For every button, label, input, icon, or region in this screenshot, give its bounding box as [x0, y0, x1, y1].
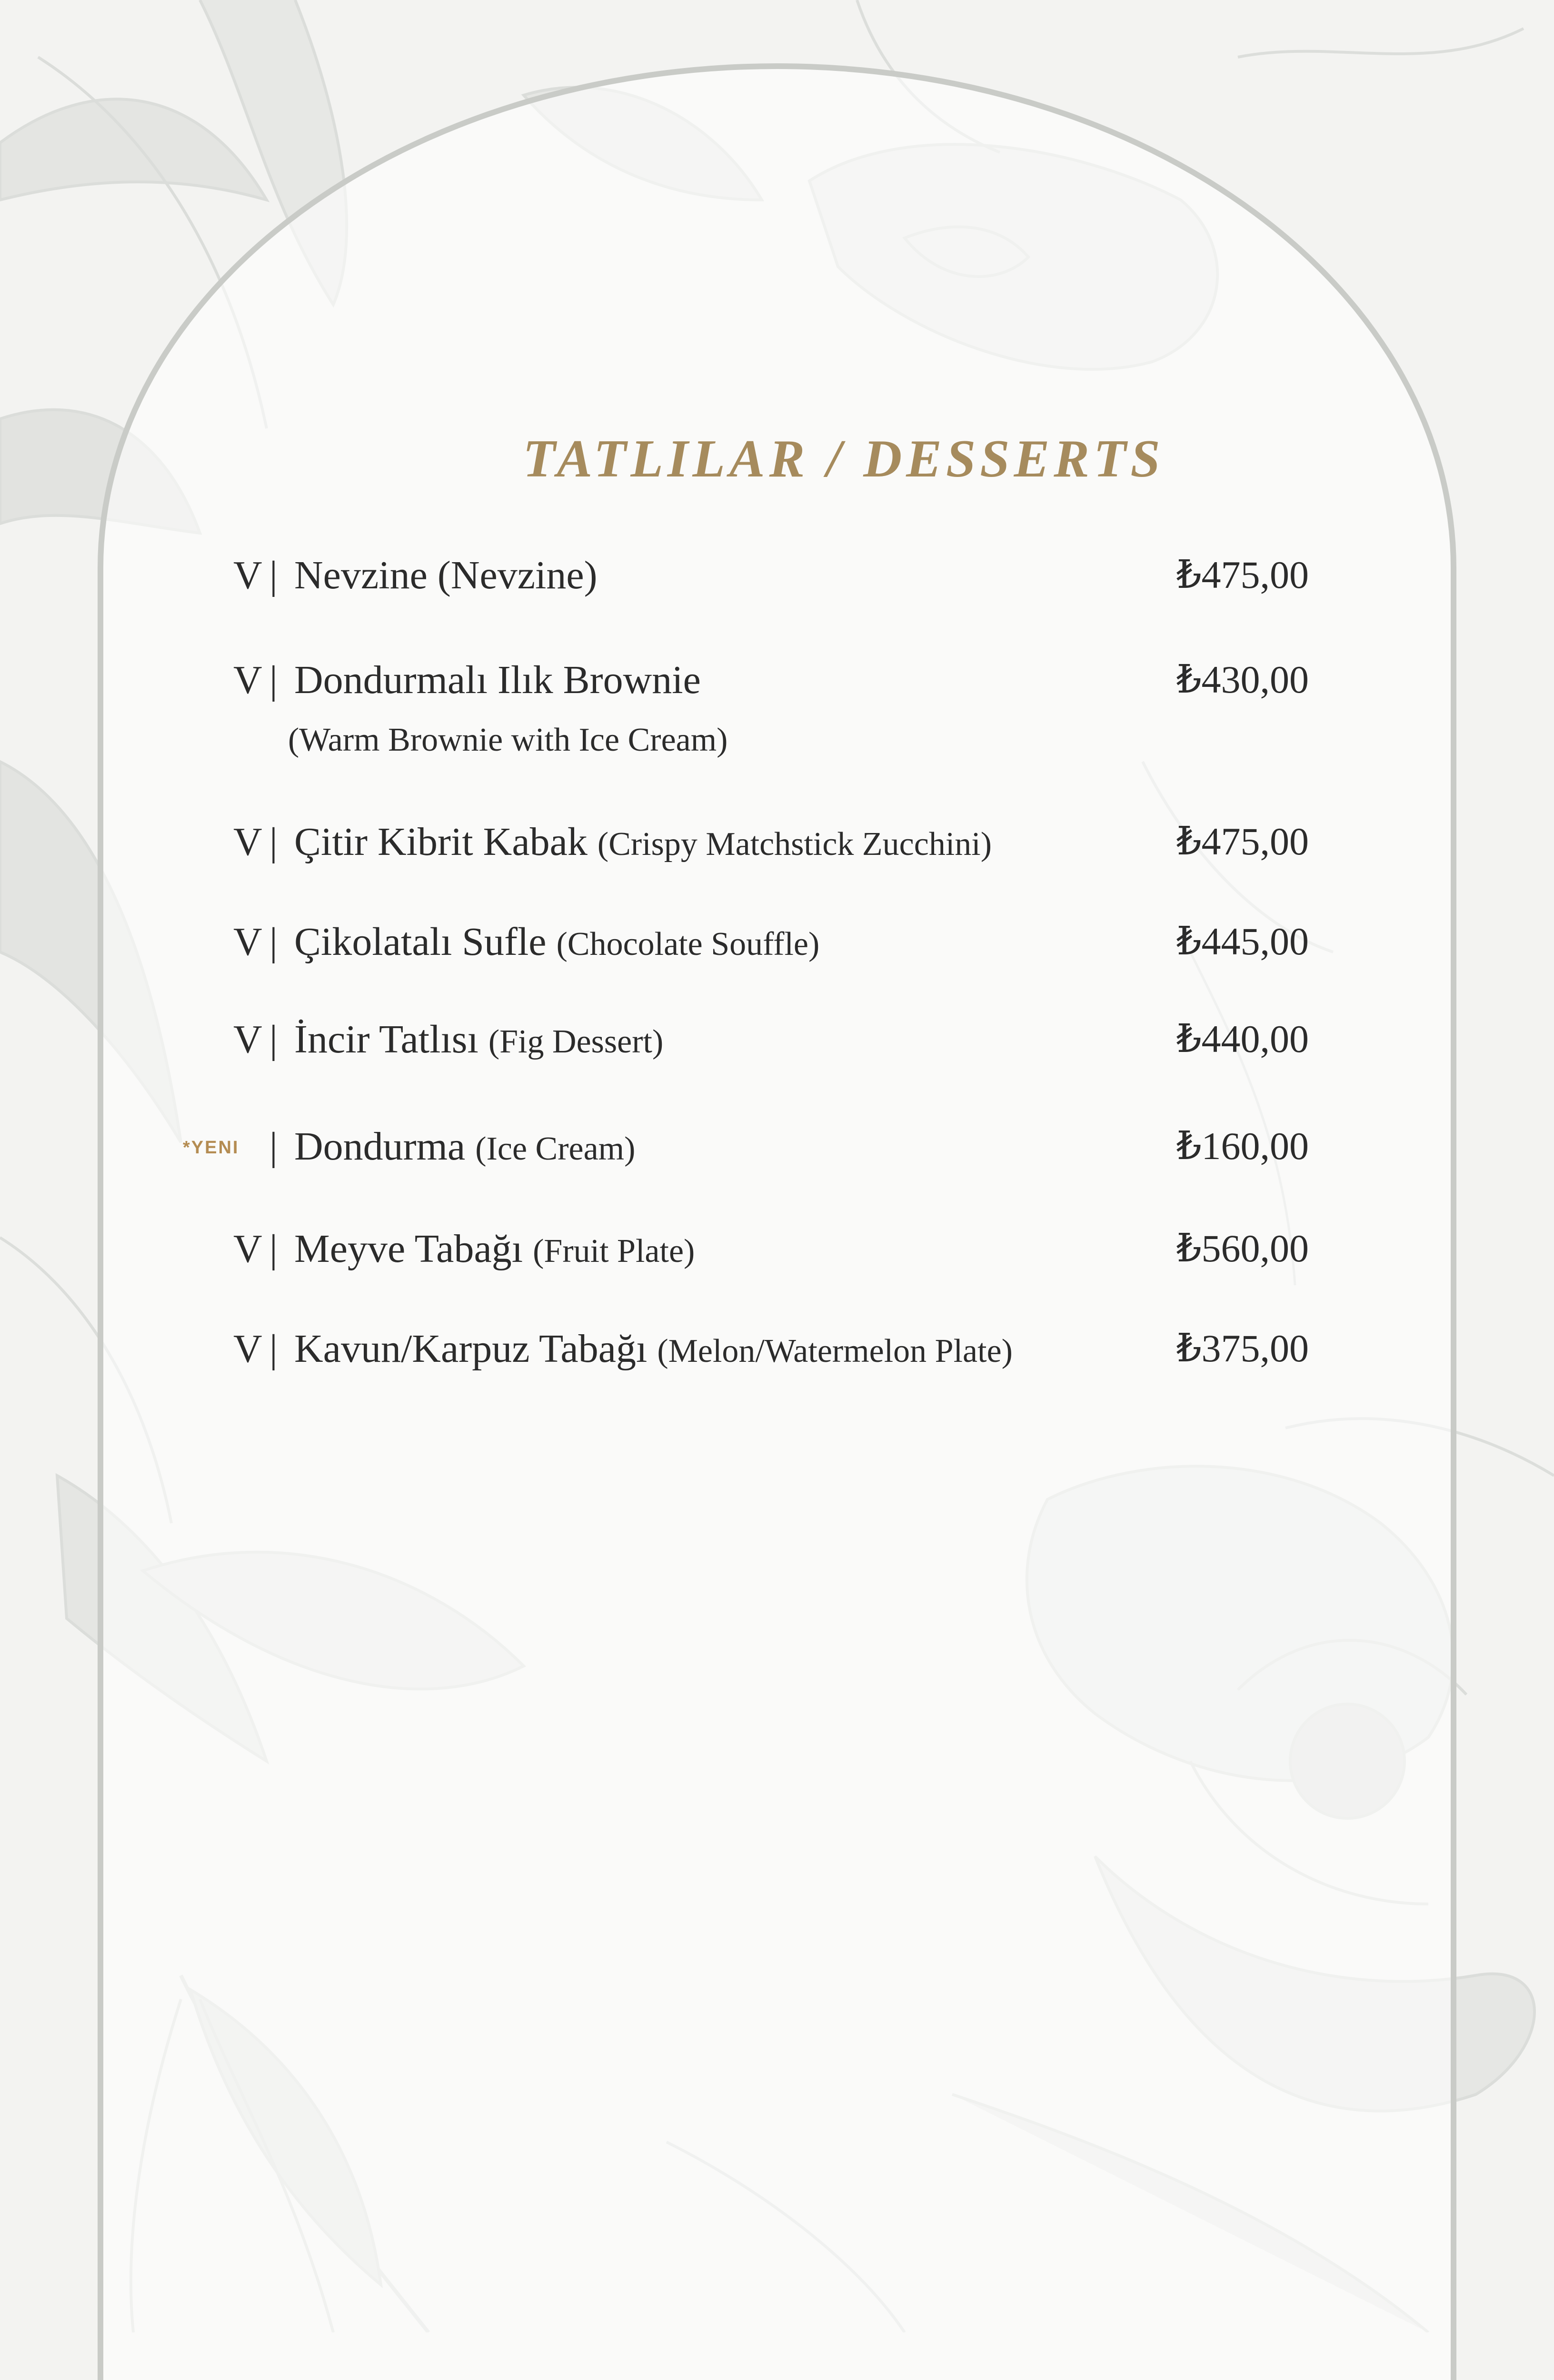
item-name-en: (Crispy Matchstick Zucchini) — [597, 826, 992, 863]
item-name — [294, 1123, 635, 1170]
vegetarian-mark: V — [233, 820, 262, 864]
item-name-tr: Kavun/Karpuz Tabağı — [294, 1327, 648, 1371]
item-name-en: (Ice Cream) — [475, 1130, 636, 1167]
item-name-tr: Dondurmalı Ilık Brownie — [294, 658, 701, 702]
arch-frame — [98, 63, 1456, 2380]
vegetarian-mark: V — [233, 658, 262, 702]
item-name-tr: Çitir Kibrit Kabak — [294, 820, 588, 864]
item-price: ₺375,00 — [1176, 1327, 1309, 1370]
separator: | — [269, 1124, 278, 1169]
item-name — [294, 1326, 1013, 1372]
vegetarian-mark: V — [233, 1327, 262, 1371]
separator: | — [269, 553, 278, 597]
item-name — [294, 1016, 663, 1062]
item-name-tr: Nevzine — [294, 553, 428, 597]
item-name-en: (Nevzine) — [437, 553, 598, 597]
separator: | — [269, 658, 278, 702]
item-name — [294, 919, 819, 965]
item-price: ₺445,00 — [1176, 920, 1309, 963]
item-price: ₺475,00 — [1176, 553, 1309, 596]
item-name-en: (Melon/Watermelon Plate) — [657, 1333, 1013, 1369]
vegetarian-mark: V — [233, 1017, 262, 1061]
separator: | — [269, 1327, 278, 1371]
vegetarian-mark: V — [233, 553, 262, 597]
separator: | — [269, 1227, 278, 1271]
separator: | — [269, 820, 278, 864]
item-name-en: (Chocolate Souffle) — [556, 926, 820, 962]
item-name-en: (Fig Dessert) — [488, 1023, 664, 1060]
item-price: ₺160,00 — [1176, 1124, 1309, 1168]
item-name — [294, 819, 992, 865]
item-name-tr: Çikolatalı Sufle — [294, 920, 547, 964]
item-price: ₺475,00 — [1176, 820, 1309, 863]
vegetarian-mark: V — [233, 1227, 262, 1271]
item-name-tr: Dondurma — [294, 1124, 466, 1169]
item-name-tr: İncir Tatlısı — [294, 1017, 478, 1061]
separator: | — [269, 1017, 278, 1061]
item-name — [294, 1226, 695, 1272]
item-price: ₺440,00 — [1176, 1017, 1309, 1061]
vegetarian-mark: V — [233, 920, 262, 964]
item-name-tr: Meyve Tabağı — [294, 1227, 523, 1271]
item-name — [294, 552, 598, 598]
separator: | — [269, 920, 278, 964]
item-subtitle: (Warm Brownie with Ice Cream) — [288, 722, 728, 758]
item-name-en: (Fruit Plate) — [533, 1233, 695, 1269]
item-price: ₺430,00 — [1176, 658, 1309, 701]
new-badge: *YENI — [183, 1138, 239, 1158]
menu-title: TATLILAR / DESSERTS — [523, 429, 1165, 488]
item-name — [294, 657, 701, 703]
item-price: ₺560,00 — [1176, 1227, 1309, 1270]
